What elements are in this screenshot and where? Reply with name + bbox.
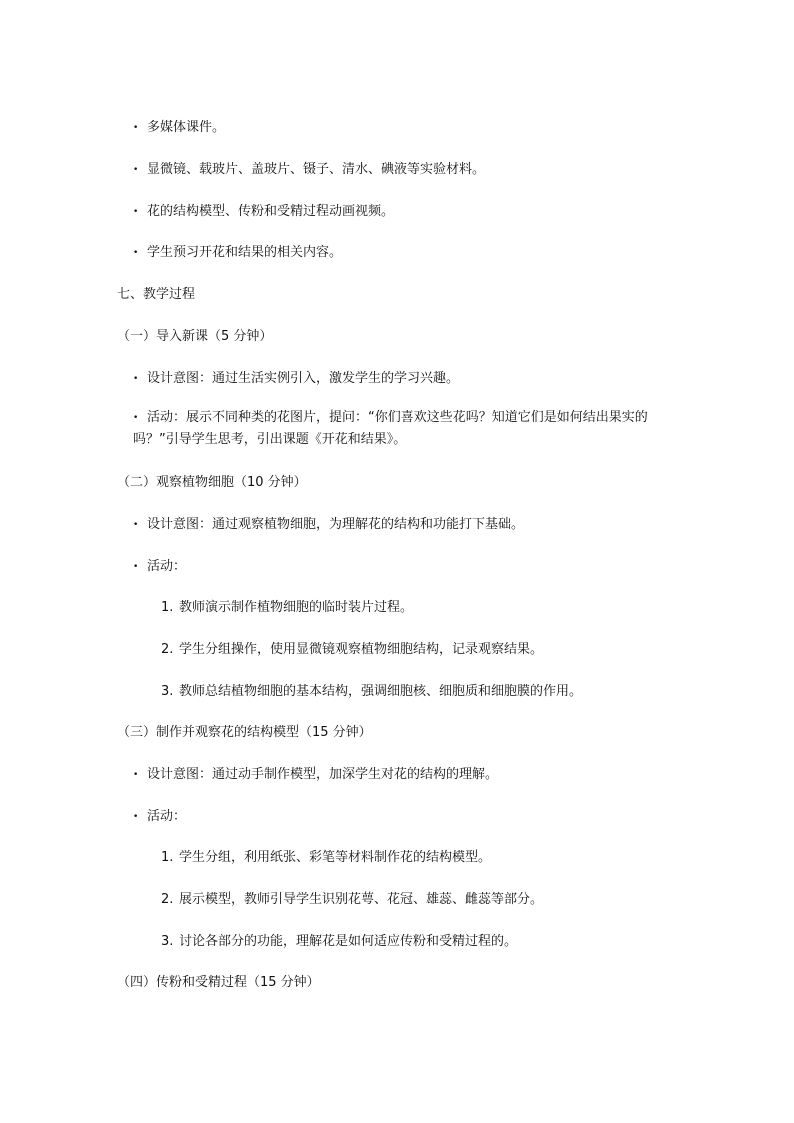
numbered-step: 1. 教师演示制作植物细胞的临时装片过程。 (161, 600, 414, 615)
bullet-icon: • (133, 812, 139, 822)
materials-item: • 多媒体课件。 (133, 117, 225, 139)
numbered-step: 2. 展示模型，教师引导学生识别花萼、花冠、雄蕊、雌蕊等部分。 (161, 892, 544, 907)
design-intent: • 设计意图：通过观察植物细胞，为理解花的结构和功能打下基础。 (133, 514, 524, 536)
activity-label: • 活动： (133, 556, 186, 578)
design-intent: • 设计意图：通过生活实例引入，激发学生的学习兴趣。 (133, 368, 459, 390)
numbered-step: 3. 讨论各部分的功能，理解花是如何适应传粉和受精过程的。 (161, 934, 518, 949)
bullet-icon: • (133, 207, 139, 217)
bullet-icon: • (133, 165, 139, 175)
bullet-icon: • (133, 770, 139, 780)
materials-item: • 显微镜、载玻片、盖玻片、镊子、清水、碘液等实验材料。 (133, 159, 485, 181)
materials-item: • 花的结构模型、传粉和受精过程动画视频。 (133, 201, 394, 223)
bullet-icon: • (133, 374, 139, 384)
activity-label: • 活动： (133, 806, 186, 828)
subsection-heading: （四）传粉和受精过程（15 分钟） (117, 975, 320, 990)
numbered-step: 2. 学生分组操作，使用显微镜观察植物细胞结构，记录观察结果。 (161, 642, 544, 657)
bullet-icon: • (133, 562, 139, 572)
design-intent: • 设计意图：通过动手制作模型，加深学生对花的结构的理解。 (133, 764, 498, 786)
bullet-icon: • (133, 248, 139, 258)
section-heading: 七、教学过程 (117, 287, 196, 302)
subsection-heading: （一）导入新课（5 分钟） (117, 329, 273, 344)
bullet-icon: • (133, 520, 139, 530)
activity-paragraph: • 活动：展示不同种类的花图片，提问：“你们喜欢这些花吗？知道它们是如何结出果实的吗？”引导学生思考，引出课题《开花和结果》。 (133, 407, 693, 451)
numbered-step: 1. 学生分组，利用纸张、彩笔等材料制作花的结构模型。 (161, 850, 492, 865)
subsection-heading: （二）观察植物细胞（10 分钟） (117, 475, 307, 490)
subsection-heading: （三）制作并观察花的结构模型（15 分钟） (117, 725, 372, 740)
numbered-step: 3. 教师总结植物细胞的基本结构，强调细胞核、细胞质和细胞膜的作用。 (161, 684, 583, 699)
bullet-icon: • (133, 123, 139, 133)
materials-item: • 学生预习开花和结果的相关内容。 (133, 242, 342, 264)
bullet-icon: • (133, 413, 139, 423)
